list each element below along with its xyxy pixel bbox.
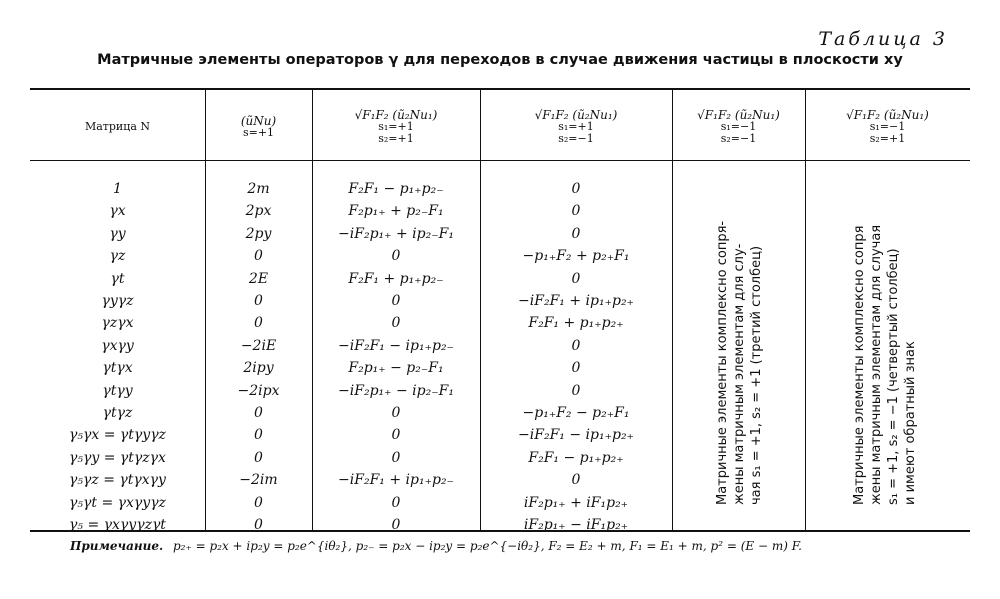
header-col3-s1: s₁=+1	[558, 120, 594, 133]
header-matrix-label: Матрица N	[84, 120, 151, 133]
s-plus-plus-cell: −iF₂p₁₊ − ip₂₋F₁	[338, 382, 454, 399]
s-plus-minus-cell: 0	[571, 203, 581, 220]
matrix-cell: γ₅γz = γtγxγy	[69, 472, 166, 489]
s-plus-minus-cell: −iF₂F₁ − ip₁₊p₂₊	[518, 427, 634, 444]
table-row	[0, 357, 1000, 380]
col5-note-line-2: жены матричным элементам для случая	[869, 224, 884, 505]
s-plus-plus-cell: −iF₂F₁ − ip₁₊p₂₋	[338, 337, 454, 354]
table-row	[0, 178, 1000, 201]
col4-note-line-3: чая s₁ = +1, s₂ = +1 (третий столбец)	[749, 245, 764, 505]
col5-note-line-1: Матричные элементы комплексно сопря	[852, 225, 867, 505]
diagonal-element-cell: 0	[254, 449, 263, 466]
diagonal-element-cell: 0	[254, 315, 263, 332]
matrix-cell: γy	[109, 225, 126, 242]
diagonal-element-cell: −2iE	[240, 337, 277, 354]
s-plus-plus-cell: −iF₂F₁ + ip₁₊p₂₋	[338, 472, 454, 489]
matrix-cell: γxγy	[101, 337, 134, 354]
s-plus-minus-cell: 0	[571, 181, 581, 197]
s-plus-minus-cell: −iF₂F₁ + ip₁₊p₂₊	[518, 293, 634, 309]
s-plus-plus-cell: F₂F₁ − p₁₊p₂₋	[348, 181, 444, 197]
header-col3-expr: √F₁F₂ (ũ₂Nu₁)	[534, 108, 618, 122]
matrix-cell: γyγz	[101, 293, 134, 309]
table-row	[0, 223, 1000, 246]
header-col3-s2: s₂=−1	[558, 132, 594, 145]
s-plus-plus-cell: 0	[391, 517, 401, 533]
s-plus-minus-cell: −p₁₊F₂ − p₂₊F₁	[522, 405, 630, 421]
table-row	[0, 312, 1000, 335]
s-plus-plus-cell: 0	[391, 248, 401, 265]
header-matrix	[30, 96, 205, 158]
s-plus-minus-cell: −p₁₊F₂ + p₂₊F₁	[522, 248, 630, 265]
header-col2	[312, 96, 480, 158]
table-row	[0, 335, 1000, 358]
matrix-cell: γtγz	[102, 405, 133, 421]
table-row	[0, 245, 1000, 268]
diagonal-element-cell: 0	[254, 293, 263, 309]
s-plus-minus-cell: F₂F₁ − p₁₊p₂₊	[528, 449, 624, 466]
col4-note-line-2: жены матричным элементам для слу-	[732, 243, 747, 505]
s-plus-minus-cell: 0	[571, 270, 581, 287]
matrix-cell: γ₅γt = γxγyγz	[69, 494, 166, 511]
header-rule	[30, 160, 970, 161]
matrix-cell: γ₅γy = γtγzγx	[69, 449, 166, 466]
s-plus-plus-cell: F₂F₁ + p₁₊p₂₋	[348, 270, 444, 287]
table-footnote	[70, 539, 970, 553]
diagonal-element-cell: 2E	[248, 270, 269, 287]
table-row	[0, 469, 1000, 492]
matrix-cell: γt	[110, 270, 125, 287]
header-col1-expr: (ũNu)	[240, 114, 277, 128]
diagonal-element-cell: 2py	[245, 225, 272, 242]
matrix-cell: γ₅ = γxγyγzγt	[69, 517, 166, 533]
s-plus-minus-cell: 0	[571, 337, 581, 354]
s-plus-plus-cell: 0	[391, 405, 401, 421]
header-col3	[480, 96, 672, 158]
diagonal-element-cell: 0	[254, 427, 263, 444]
table-row	[0, 290, 1000, 313]
col5-note-line-3: s₁ = +1, s₂ = −1 (четвертый столбец)	[886, 248, 901, 505]
matrix-cell: γx	[109, 203, 126, 220]
table-number-label: Таблица 3	[818, 28, 948, 50]
matrix-cell: γtγy	[102, 382, 133, 399]
table-row	[0, 268, 1000, 291]
s-plus-plus-cell: 0	[391, 315, 401, 332]
table-row	[0, 447, 1000, 470]
diagonal-element-cell: −2ipx	[237, 382, 280, 399]
col4-note-line-1: Матричные элементы комплексно сопря-	[715, 220, 730, 505]
matrix-cell: γtγx	[102, 360, 133, 377]
s-plus-minus-cell: 0	[571, 225, 581, 242]
col5-note-line-4: и имеют обратный знак	[903, 341, 918, 505]
table-title: Матричные элементы операторов γ для переходов в случае движения частицы в плоскости xy	[97, 52, 903, 68]
matrix-cell: γz	[109, 248, 126, 265]
s-plus-plus-cell: 0	[391, 494, 401, 511]
diagonal-element-cell: 0	[254, 248, 263, 265]
diagonal-element-cell: 0	[254, 517, 263, 533]
header-col2-expr: √F₁F₂ (ũ₂Nu₁)	[354, 108, 438, 122]
footnote-label: Примечание.	[70, 539, 164, 553]
table-row	[0, 514, 1000, 537]
diagonal-element-cell: 2px	[245, 203, 272, 220]
header-col2-s2: s₂=+1	[378, 132, 414, 145]
s-plus-plus-cell: −iF₂p₁₊ + ip₂₋F₁	[338, 225, 454, 242]
s-plus-plus-cell: F₂p₁₊ + p₂₋F₁	[348, 203, 444, 220]
header-col5-expr: √F₁F₂ (ũ₂Nu₁)	[846, 108, 929, 122]
matrix-cell: γ₅γx = γtγyγz	[69, 427, 166, 444]
header-col4-s1: s₁=−1	[720, 120, 757, 133]
diagonal-element-cell: 0	[254, 405, 263, 421]
table-row	[0, 402, 1000, 425]
s-plus-minus-cell: 0	[571, 382, 581, 399]
s-plus-plus-cell: 0	[391, 427, 401, 444]
diagonal-element-cell: 2m	[247, 181, 270, 197]
header-col1-spin: s=+1	[242, 126, 275, 139]
diagonal-element-cell: 2ipy	[243, 360, 274, 377]
header-col5-s2: s₂=+1	[869, 132, 906, 145]
s-plus-minus-cell: F₂F₁ + p₁₊p₂₊	[528, 315, 624, 332]
matrix-cell: 1	[113, 181, 122, 197]
footnote-text: p₂₊ = p₂x + ip₂y = p₂e^{iθ₂}, p₂₋ = p₂x − ip₂y = p₂e^{−iθ₂}, F₂ = E₂ + m, F₁ = E₁ + m, p² = (E − m) F.	[172, 539, 802, 553]
s-plus-minus-cell: iF₂p₁₊ + iF₁p₂₊	[523, 494, 629, 511]
table-row	[0, 380, 1000, 403]
header-col1	[205, 96, 312, 158]
table-row	[0, 492, 1000, 515]
diagonal-element-cell: −2im	[239, 472, 278, 489]
table-row	[0, 424, 1000, 447]
s-plus-minus-cell: 0	[571, 472, 581, 489]
s-plus-minus-cell: 0	[571, 360, 581, 377]
top-rule	[30, 88, 970, 90]
header-col4-expr: √F₁F₂ (ũ₂Nu₁)	[697, 108, 780, 122]
col5-rotated-note	[851, 132, 923, 505]
s-plus-plus-cell: 0	[391, 449, 401, 466]
s-plus-minus-cell: iF₂p₁₊ − iF₁p₂₊	[523, 517, 629, 533]
s-plus-plus-cell: F₂p₁₊ − p₂₋F₁	[348, 360, 444, 377]
matrix-cell: γzγx	[101, 315, 134, 332]
col4-rotated-note	[714, 132, 770, 505]
header-col4-s2: s₂=−1	[720, 132, 757, 145]
table-row	[0, 200, 1000, 223]
diagonal-element-cell: 0	[254, 494, 263, 511]
header-col5-s1: s₁=−1	[869, 120, 906, 133]
s-plus-plus-cell: 0	[391, 293, 401, 309]
header-col2-s1: s₁=+1	[378, 120, 414, 133]
